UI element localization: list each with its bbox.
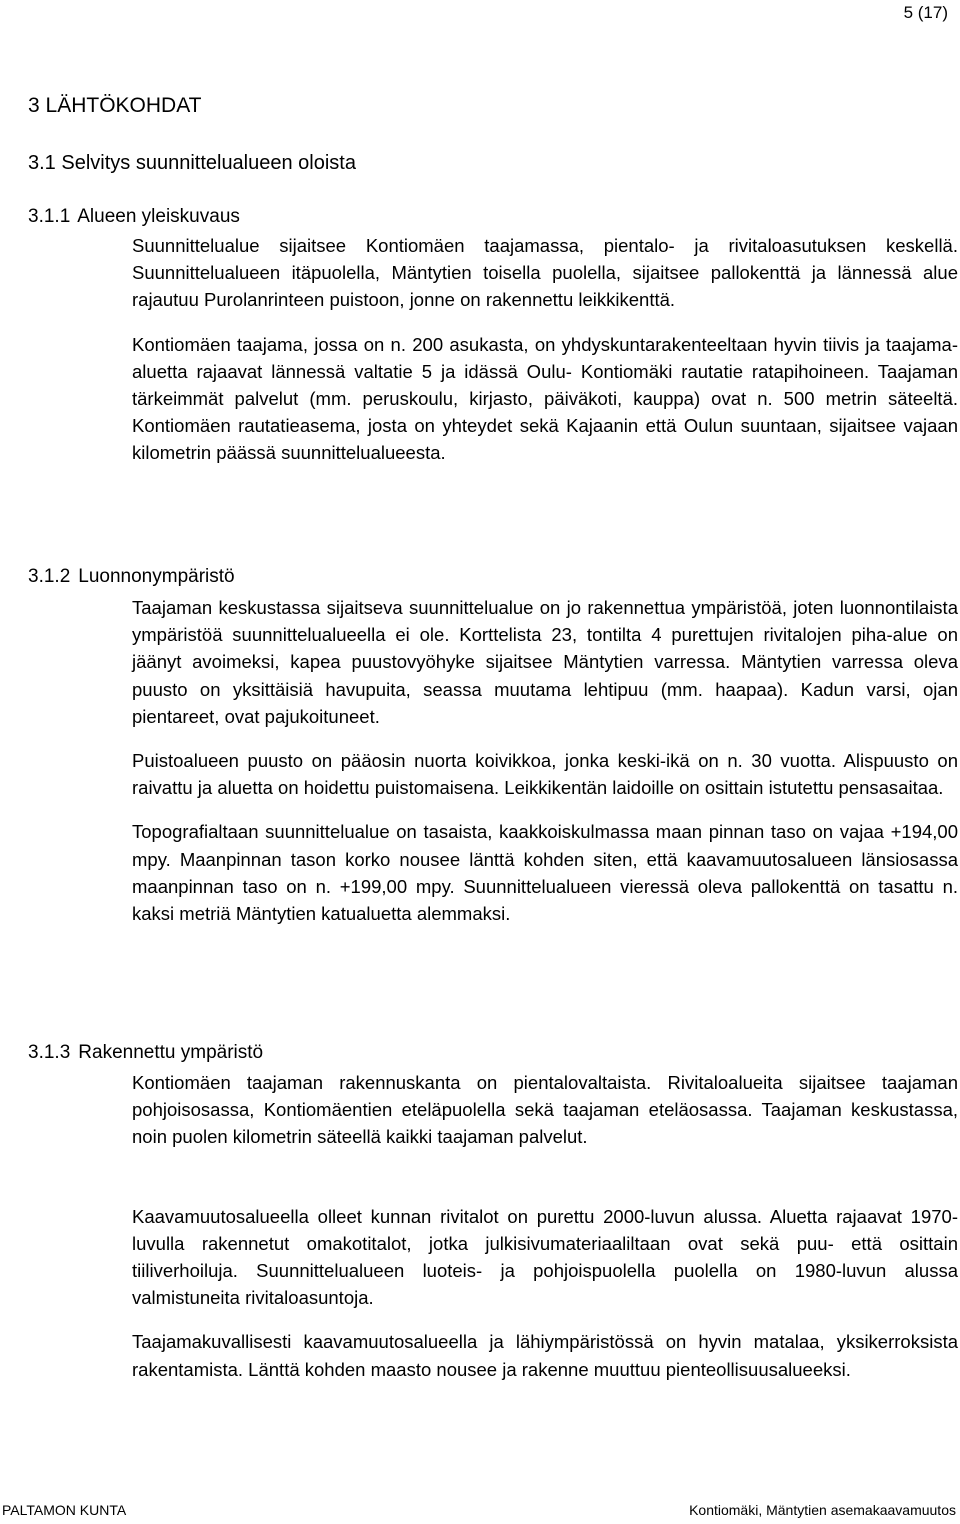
subsection-title: Rakennettu ympäristö [78,1042,264,1063]
subsection-title: Luonnonympäristö [78,566,235,587]
subsection-body-3-1-1 [132,232,958,467]
paragraph: Kontiomäen taajaman rakennuskanta on pientalovaltaista. Rivitaloalueita sijaitsee taajaman pohjoisosassa, Kontiomäentien eteläpuolella sekä taajaman eteläosassa. Taajaman keskustassa, noin puolen kilometrin säteellä kaikki taajaman palvelut. [132,1072,958,1148]
section-heading: 3.1 Selvitys suunnittelualueen oloista [28,152,356,174]
page-number: 5 (17) [903,3,948,22]
subsection-number: 3.1.2 [28,566,71,587]
subsection-body-3-1-2 [132,594,958,927]
subsection-heading-3-1-2 [28,563,235,591]
paragraph: Taajaman keskustassa sijaitseva suunnittelualue on jo rakennettua ympäristöä, joten luonnontilaista ympäristöä suunnittelualueella ei ole. Korttelista 23, tontilta 4 purettujen rivitalojen piha-alue on jäänyt avoimeksi, kapea puustovyöhyke sijaitsee Mäntytien varressa. Mäntytien varressa oleva puusto on yksittäisiä havupuita, seassa muutama lehtipuu (mm. haapaa). Kadun varsi, ojan pientareet, ovat pajukoituneet. [132,597,958,727]
paragraph: Kaavamuutosalueella olleet kunnan rivitalot on purettu 2000-luvun alussa. Aluetta rajaavat 1970-luvulla rakennetut omakotitalot, jotka julkisivumateriaaliltaan ovat sekä puu- että osittain tiiliverhoiluja. Suunnittelualueen luoteis- ja pohjoispuolella puolella on 1980-luvun alussa valmistuneita rivitaloasuntoja. [132,1205,958,1309]
chapter-heading: 3 LÄHTÖKOHDAT [28,94,202,117]
footer-organization: PALTAMON KUNTA [2,1502,127,1518]
subsection-title: Alueen yleiskuvaus [77,206,240,227]
subsection-heading-3-1-1 [28,203,240,231]
subsection-heading-3-1-3 [28,1039,263,1067]
paragraph: Kontiomäen taajama, jossa on n. 200 asukasta, on yhdyskuntarakenteeltaan hyvin tiivis ja taajama-aluetta rajaavat lännessä valtatie 5 ja idässä Oulu- Kontiomäki rautatie ratapihoineen. Taajaman tärkeimmät palvelut (mm. peruskoulu, kirjasto, päiväkoti, kauppa) ovat n. 500 metrin säteeltä. Kontiomäen rautatieasema, josta on yhteydet sekä Kajaanin että Oulun suuntaan, sijaitsee vajaan kilometrin päässä suunnittelualueesta. [132,333,958,464]
footer-document-title: Kontiomäki, Mäntytien asemakaavamuutos [689,1502,956,1518]
paragraph: Topografialtaan suunnittelualue on tasaista, kaakkoiskulmassa maan pinnan taso on vajaa +194,00 mpy. Maanpinnan tason korko nousee länttä kohden siten, että kaavamuutosalueen länsiosassa maanpinnan taso on n. +199,00 mpy. Suunnittelualueen vieressä oleva pallokenttä on tasattu n. kaksi metriä Mäntytien katualuetta alemmaksi. [132,821,958,925]
subsection-body-3-1-3 [132,1069,958,1383]
paragraph: Puistoalueen puusto on pääosin nuorta koivikkoa, jonka keski-ikä on n. 30 vuotta. Alispuusto on raivattu ja aluetta on hoidettu puistomaisena. Leikkikentän laidoille on osittain istutettu pensasaitaa. [132,750,958,799]
subsection-number: 3.1.1 [28,206,71,227]
subsection-number: 3.1.3 [28,1042,71,1063]
paragraph: Taajamakuvallisesti kaavamuutosalueella ja lähiympäristössä on hyvin matalaa, yksikerroksista rakentamista. Länttä kohden maasto nousee ja rakenne muuttuu pienteollisuusalueeksi. [132,1331,958,1380]
paragraph: Suunnittelualue sijaitsee Kontiomäen taajamassa, pientalo- ja rivitaloasutuksen keskellä. Suunnittelualueen itäpuolella, Mäntytien toisella puolella, sijaitsee pallokenttä ja lännessä alue rajautuu Purolanrinteen puistoon, jonne on rakennettu leikkikenttä. [132,235,958,311]
